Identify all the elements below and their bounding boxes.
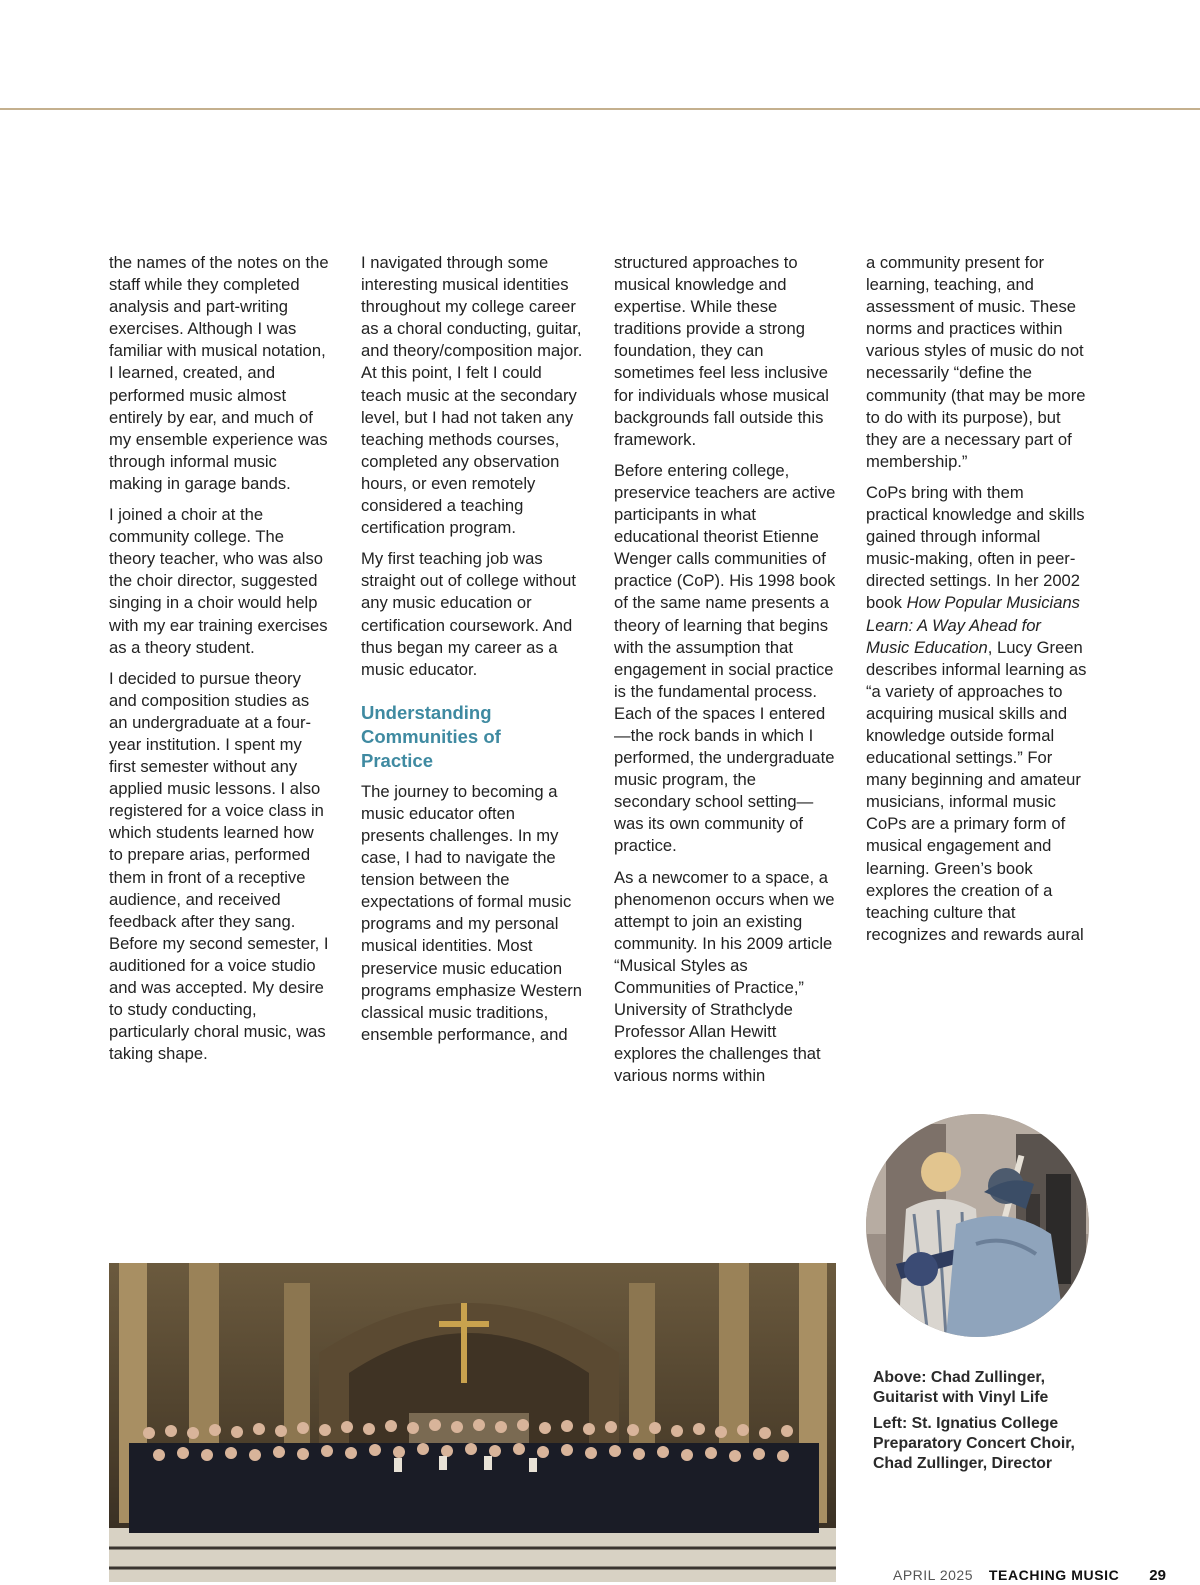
paragraph: a community present for learning, teaching, and assessment of music. These norms and practices within various styles of music do not necessarily “define the community (that may be more to do with its purpose), but they are a necessary part of membership.” bbox=[866, 253, 1086, 471]
choir-photo bbox=[109, 1263, 836, 1582]
header-rule bbox=[0, 108, 1200, 110]
article-column-3 bbox=[614, 252, 836, 1096]
paragraph: structured approaches to musical knowledge and expertise. While these traditions provide a strong foundation, they can sometimes feel less inclusive for individuals whose musical backgrounds fall outside this framework. bbox=[614, 253, 829, 449]
guitarist-photo-illustration bbox=[866, 1114, 1089, 1337]
issue-date: APRIL 2025 bbox=[893, 1567, 973, 1583]
caption-above bbox=[873, 1368, 1113, 1408]
caption-line: Above: Chad Zullinger, bbox=[873, 1369, 1046, 1386]
caption-left bbox=[873, 1414, 1113, 1474]
page-footer bbox=[893, 1566, 1166, 1585]
paragraph: I navigated through some interesting musical identities throughout my college career as a choral conducting, guitar, and theory/composition major. At this point, I felt I could teach music at the secondary level, but I had not taken any teaching methods courses, completed any observation hours, or even remotely considered a teaching certification program. bbox=[361, 253, 583, 538]
subheading-line: Communities of bbox=[361, 725, 501, 747]
book-title: How Popular Musicians Learn: A Way Ahead for Music Education bbox=[866, 593, 1080, 657]
paragraph: My first teaching job was straight out of college without any music education or certification coursework. And thus began my career as a music educator. bbox=[361, 549, 576, 679]
page-number: 29 bbox=[1149, 1567, 1166, 1584]
article-column-4 bbox=[866, 252, 1088, 955]
caption-line: Chad Zullinger, Director bbox=[873, 1455, 1053, 1472]
caption-line: Left: St. Ignatius College bbox=[873, 1415, 1059, 1432]
paragraph: As a newcomer to a space, a phenomenon occurs when we attempt to join an existing community. In his 2009 article “Musical Styles as Communities of Practice,” University of Strathclyde Professor Allan Hewitt explores the challenges that various norms within bbox=[614, 867, 835, 1086]
caption-line: Guitarist with Vinyl Life bbox=[873, 1389, 1049, 1406]
magazine-name: TEACHING MUSIC bbox=[988, 1567, 1120, 1583]
article-column-2 bbox=[361, 252, 583, 1055]
subheading-line: Understanding bbox=[361, 701, 492, 723]
paragraph: I decided to pursue theory and composition studies as an undergraduate at a four-year institution. I spent my first semester without any applied music lessons. I also registered for a voice class in which students learned how to prepare arias, performed them in front of a receptive audience, and received feedback after they sang. Before my second semester, I auditioned for a voice studio and was accepted. My desire to study conducting, particularly choral music, was taking shape. bbox=[109, 668, 329, 1064]
paragraph-text: CoPs bring with them practical knowledge and skills gained through informal music-making, often in peer-directed settings. In her 2002 book bbox=[866, 482, 1085, 613]
paragraph-text: , Lucy Green describes informal learning as “a variety of approaches to acquiring musical skills and knowledge outside formal educational settings.” For many beginning and amateur musicians, informal music CoPs are a primary form of musical engagement and learning. Green’s book explores the creation of a teaching culture that recognizes and rewards aural bbox=[866, 637, 1087, 944]
caption-line: Preparatory Concert Choir, bbox=[873, 1435, 1075, 1452]
choir-photo-illustration bbox=[109, 1263, 836, 1582]
paragraph: Before entering college, preservice teachers are active participants in what educational theorist Etienne Wenger calls communities of practice (CoP). His 1998 book of the same name presents a theory of learning that begins with the assumption that engagement in social practice is the fundamental process. Each of the spaces I entered—the rock bands in which I performed, the undergraduate music program, the secondary school setting—was its own community of practice. bbox=[614, 460, 836, 856]
guitarist-photo bbox=[866, 1114, 1089, 1337]
paragraph: The journey to becoming a music educator often presents challenges. In my case, I had to navigate the tension between the expectations of formal music programs and my personal musical identities. Most preservice music education programs emphasize Western classical music traditions, ensemble performance, and bbox=[361, 781, 583, 1044]
article-column-1 bbox=[109, 252, 331, 1074]
subheading-line: Practice bbox=[361, 749, 433, 771]
paragraph bbox=[866, 482, 1088, 946]
paragraph: the names of the notes on the staff while they completed analysis and part-writing exercises. Although I was familiar with musical notation, I learned, created, and performed music almost entirely by ear, and much of my ensemble experience was through informal music making in garage bands. bbox=[109, 253, 329, 493]
section-subheading bbox=[361, 701, 583, 773]
paragraph: I joined a choir at the community college. The theory teacher, who was also the choir director, suggested singing in a choir would help with my ear training exercises as a theory student. bbox=[109, 505, 328, 657]
photo-captions bbox=[873, 1368, 1113, 1480]
